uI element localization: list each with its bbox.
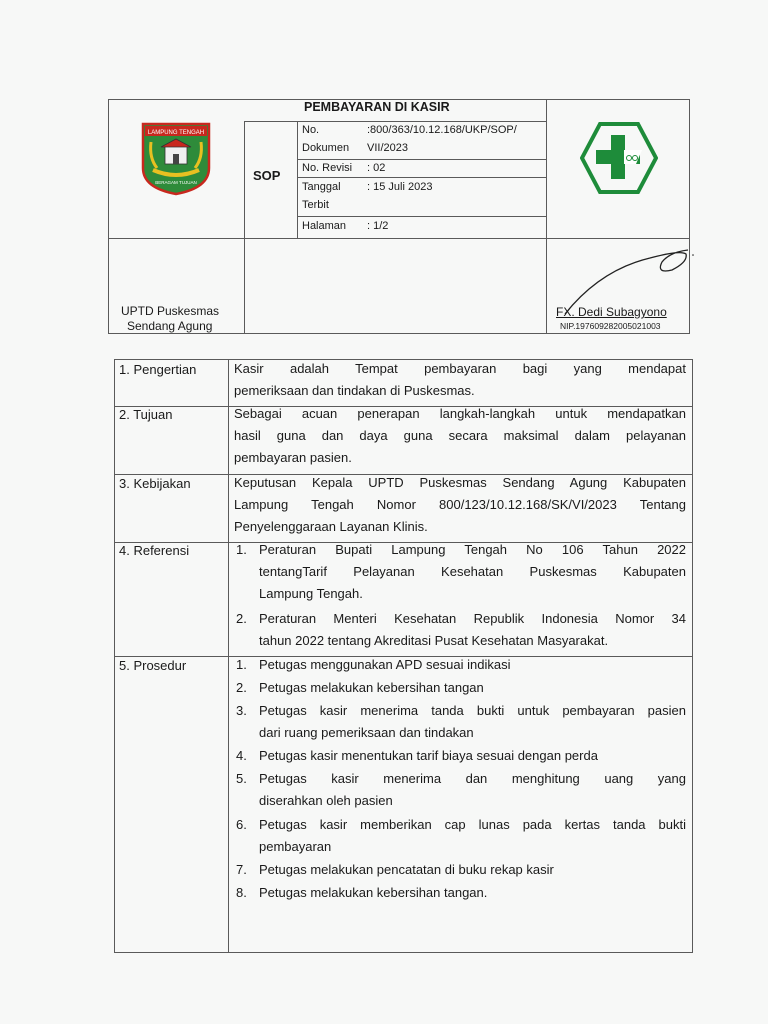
prosedur-line: pembayaran xyxy=(259,839,332,854)
org-name-line2: Sendang Agung xyxy=(127,319,213,333)
list-number: 1. xyxy=(236,542,247,557)
prosedur-item xyxy=(234,654,686,676)
pengertian-text xyxy=(234,358,686,402)
field-value-tanggal: : 15 Juli 2023 xyxy=(367,181,433,193)
section-label-referensi: 4. Referensi xyxy=(119,543,190,558)
kebijakan-line: Penyelenggaraan Layanan Klinis. xyxy=(234,519,428,534)
section-label-tujuan: 2. Tujuan xyxy=(119,407,173,422)
signer-nip: NIP.197609282005021003 xyxy=(560,321,661,331)
puskesmas-logo xyxy=(580,121,658,195)
section-label-prosedur: 5. Prosedur xyxy=(119,658,187,673)
kebijakan-line: Lampung Tengah Nomor 800/123/10.12.168/SK/VI/2023 Tentang xyxy=(234,497,686,512)
referensi-line: Lampung Tengah. xyxy=(259,586,363,601)
pengertian-line: Kasir adalah Tempat pembayaran bagi yang mendapat xyxy=(234,361,686,376)
prosedur-item xyxy=(234,882,686,904)
list-number: 2. xyxy=(236,680,247,695)
prosedur-line: Petugas melakukan pencatatan di buku rekap kasir xyxy=(259,862,554,877)
referensi-line: tentangTarif Pelayanan Kesehatan Puskesmas Kabupaten xyxy=(259,564,686,579)
prosedur-line: Petugas melakukan kebersihan tangan xyxy=(259,680,484,695)
list-number: 1. xyxy=(236,657,247,672)
field-label-no: No. xyxy=(302,124,320,136)
field-value-no: :800/363/10.12.168/UKP/SOP/ xyxy=(367,124,517,136)
field-label-revisi: No. Revisi xyxy=(302,162,353,174)
list-number: 6. xyxy=(236,817,247,832)
field-label-tanggal: Tanggal xyxy=(302,181,341,193)
prosedur-line: Petugas kasir menerima tanda bukti untuk pembayaran pasien xyxy=(259,703,686,718)
prosedur-item xyxy=(234,814,686,858)
tujuan-line: hasil guna dan daya guna secara maksimal dalam pelayanan xyxy=(234,428,686,443)
prosedur-item xyxy=(234,677,686,699)
tujuan-line: Sebagai acuan penerapan langkah-langkah untuk mendapatkan xyxy=(234,406,686,421)
lampung-tengah-emblem xyxy=(141,122,211,196)
referensi-item xyxy=(234,608,686,652)
referensi-item xyxy=(234,539,686,605)
pengertian-line: pemeriksaan dan tindakan di Puskesmas. xyxy=(234,383,475,398)
section-label-pengertian: 1. Pengertian xyxy=(119,362,197,377)
org-name-line1: UPTD Puskesmas xyxy=(121,304,220,318)
tujuan-text xyxy=(234,403,686,469)
prosedur-item xyxy=(234,768,686,812)
field-label-terbit: Terbit xyxy=(302,199,329,211)
prosedur-line: dari ruang pemeriksaan dan tindakan xyxy=(259,725,474,740)
kebijakan-line: Keputusan Kepala UPTD Puskesmas Sendang Agung Kabupaten xyxy=(234,475,686,490)
kebijakan-text xyxy=(234,472,686,538)
referensi-line: Peraturan Menteri Kesehatan Republik Indonesia Nomor 34 xyxy=(259,611,686,626)
emblem-text-bottom: BERAGAM TUJUAN xyxy=(155,180,197,185)
prosedur-line: Petugas kasir memberikan cap lunas pada kertas tanda bukti xyxy=(259,817,686,832)
list-number: 3. xyxy=(236,703,247,718)
prosedur-item xyxy=(234,745,686,767)
referensi-line: tahun 2022 tentang Akreditasi Pusat Kesehatan Masyarakat. xyxy=(259,633,609,648)
field-label-dokumen: Dokumen xyxy=(302,142,350,154)
field-value-dokumen: VII/2023 xyxy=(367,142,408,154)
sop-label: SOP xyxy=(253,168,281,183)
prosedur-line: diserahkan oleh pasien xyxy=(259,793,393,808)
field-label-halaman: Halaman xyxy=(302,220,347,232)
prosedur-item xyxy=(234,700,686,744)
list-number: 2. xyxy=(236,611,247,626)
referensi-line: Peraturan Bupati Lampung Tengah No 106 Tahun 2022 xyxy=(259,542,686,557)
prosedur-line: Petugas menggunakan APD sesuai indikasi xyxy=(259,657,511,672)
list-number: 7. xyxy=(236,862,247,877)
prosedur-line: Petugas melakukan kebersihan tangan. xyxy=(259,885,488,900)
signer-name: FX. Dedi Subagyono xyxy=(556,305,667,319)
prosedur-item xyxy=(234,859,686,881)
field-value-halaman: : 1/2 xyxy=(367,220,389,232)
tujuan-line: pembayaran pasien. xyxy=(234,450,352,465)
list-number: 5. xyxy=(236,771,247,786)
document-title: PEMBAYARAN DI KASIR xyxy=(304,100,450,114)
prosedur-line: Petugas kasir menerima dan menghitung uang yang xyxy=(259,771,686,786)
prosedur-line: Petugas kasir menentukan tarif biaya sesuai dengan perda xyxy=(259,748,598,763)
field-value-revisi: : 02 xyxy=(367,162,386,174)
section-label-kebijakan: 3. Kebijakan xyxy=(119,476,191,491)
emblem-text-top: LAMPUNG TENGAH xyxy=(147,130,205,136)
list-number: 4. xyxy=(236,748,247,763)
list-number: 8. xyxy=(236,885,247,900)
